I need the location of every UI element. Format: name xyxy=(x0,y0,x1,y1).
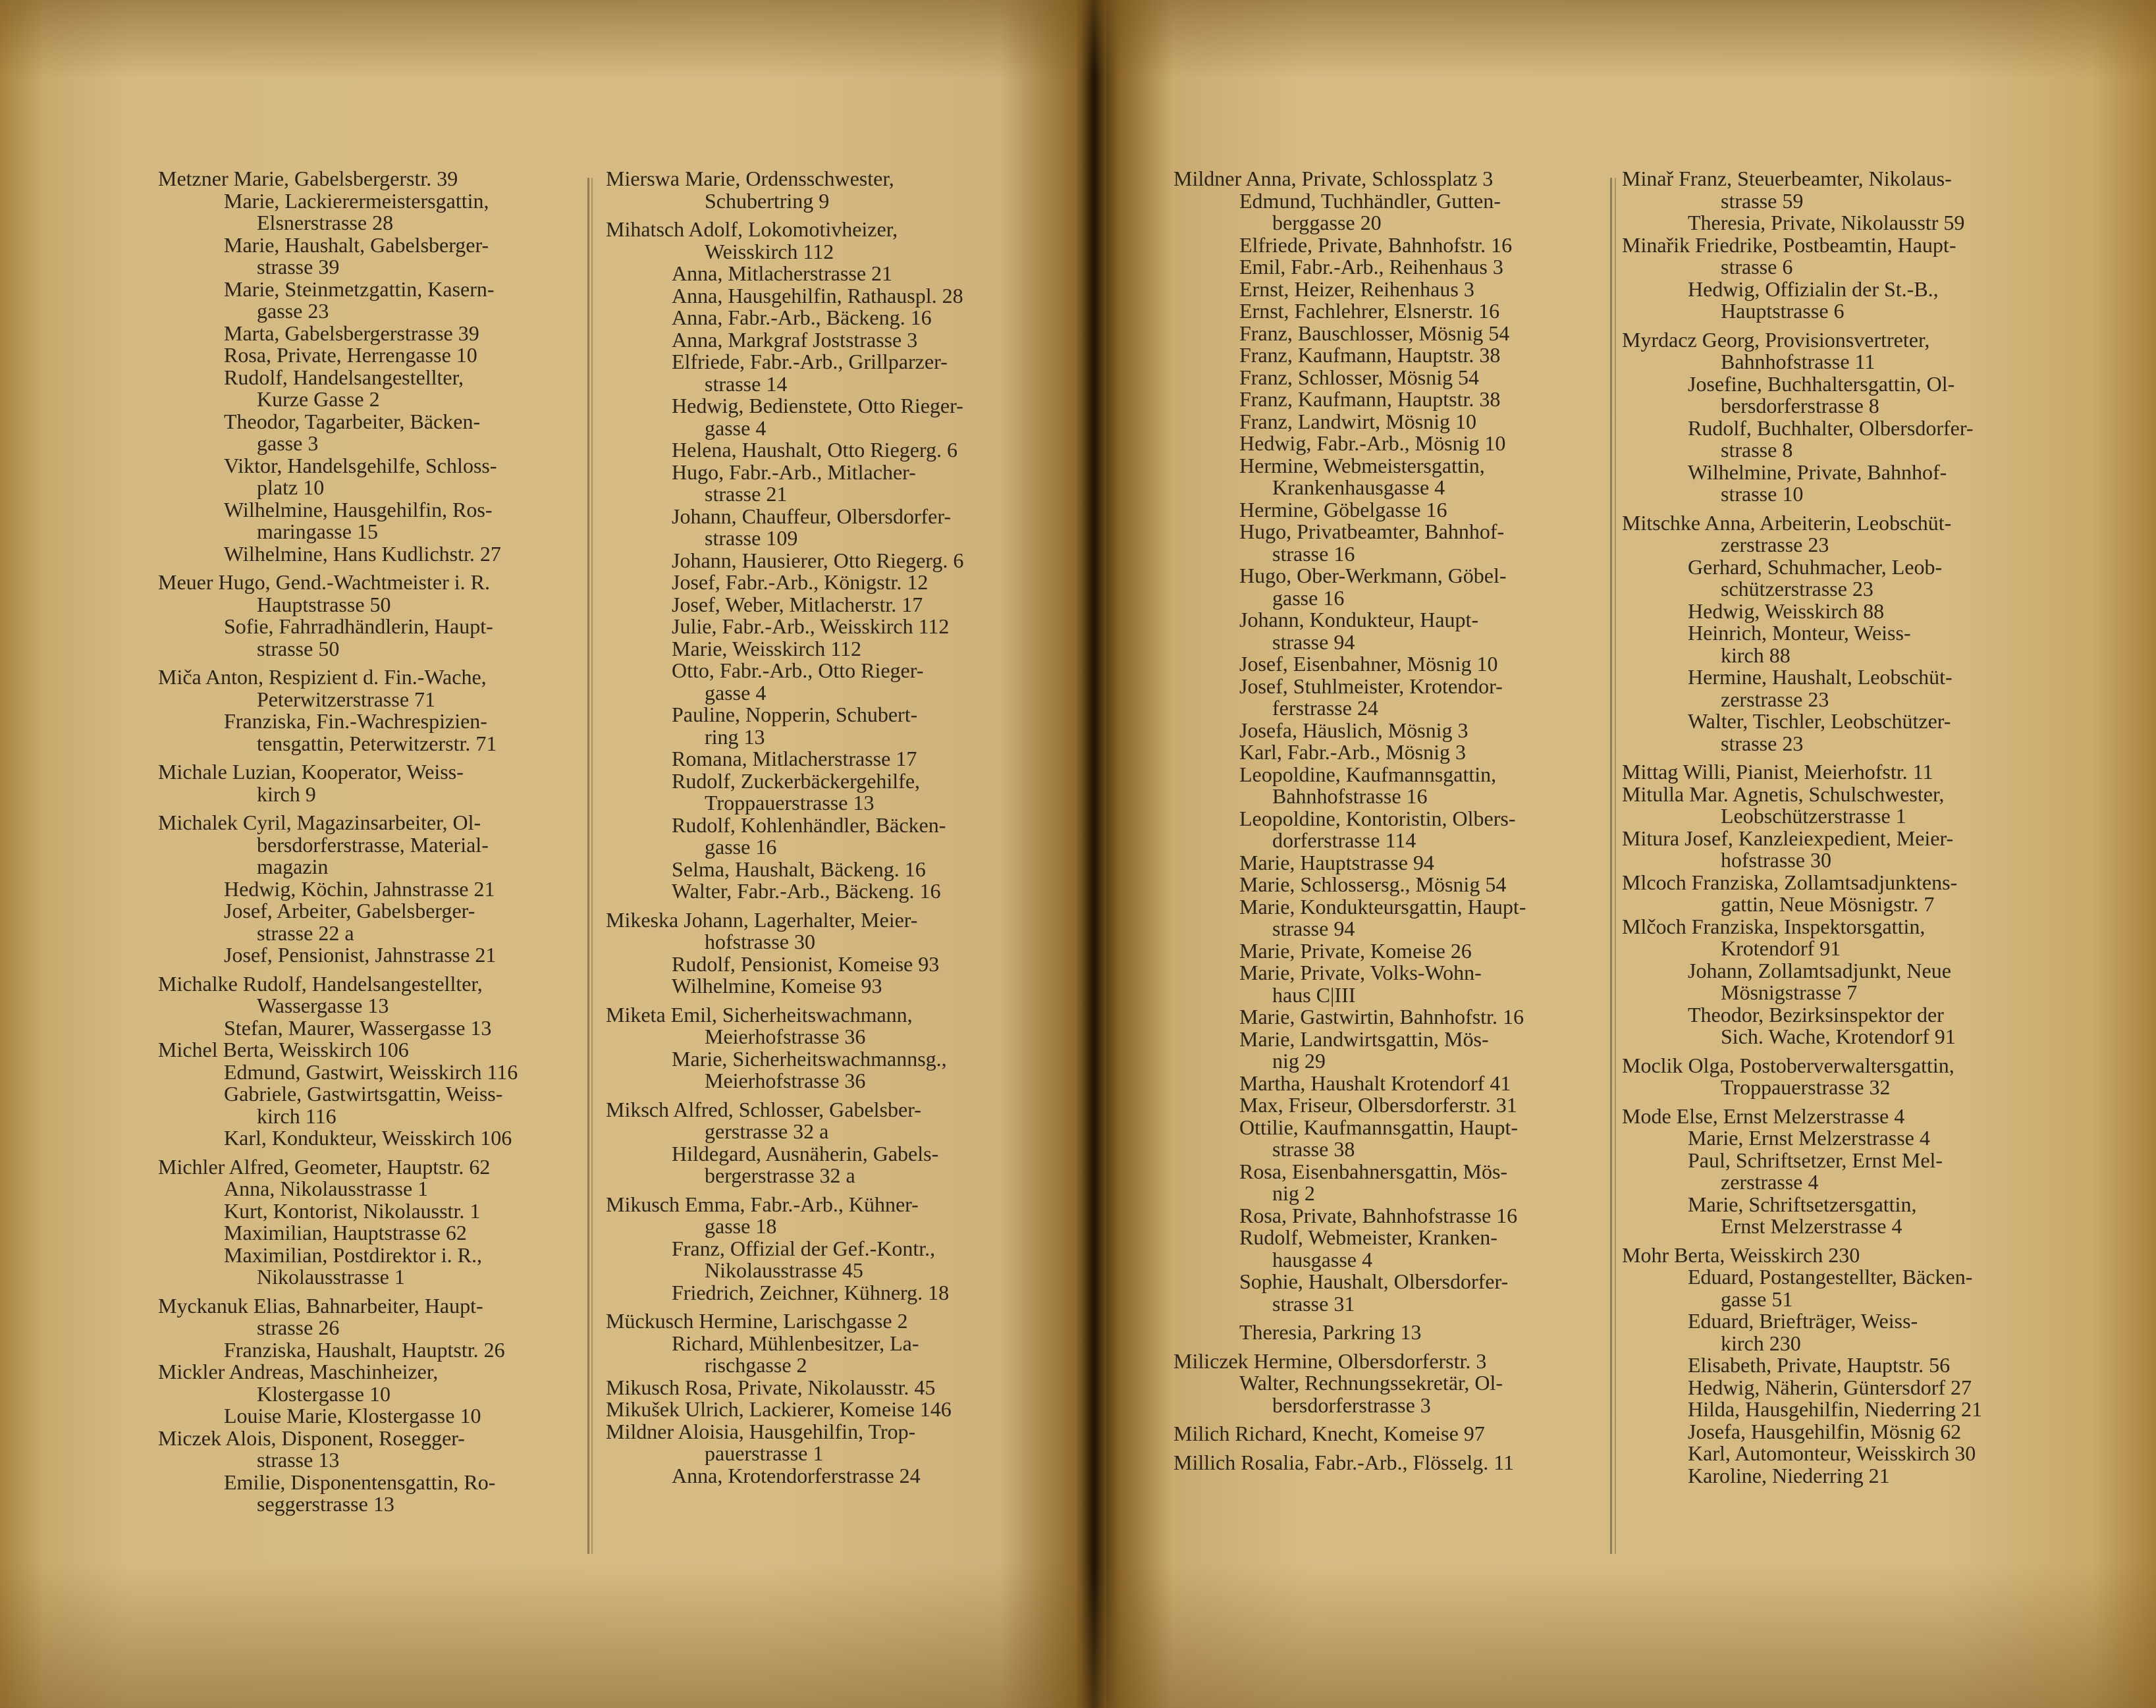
entry-continuation-line: gasse 23 xyxy=(257,299,329,323)
entry-continuation-line: nig 29 xyxy=(1272,1049,1326,1073)
entry-surname-line: Miczek Alois, Disponent, Rosegger- xyxy=(158,1426,465,1450)
entry-sub-line: Marie, Landwirtsgattin, Mös- xyxy=(1239,1027,1489,1051)
entry-sub-line: Heinrich, Monteur, Weiss- xyxy=(1688,621,1911,645)
entry-surname-line: Michale Luzian, Kooperator, Weiss- xyxy=(158,760,464,784)
entry-sub-line: Paul, Schriftsetzer, Ernst Mel- xyxy=(1688,1148,1943,1172)
entry-sub-line: Rosa, Private, Herrengasse 10 xyxy=(224,343,477,367)
entry-continuation-line: ring 13 xyxy=(705,724,765,749)
entry-sub-line: Karl, Automonteur, Weisskirch 30 xyxy=(1688,1441,1976,1465)
entry-continuation-line: strasse 10 xyxy=(1721,482,1804,506)
entry-sub-line: Karl, Kondukteur, Weisskirch 106 xyxy=(224,1126,512,1150)
entry-sub-line: Josef, Stuhlmeister, Krotendor- xyxy=(1239,674,1503,698)
entry-continuation-line: Hauptstrasse 50 xyxy=(257,592,391,616)
entry-continuation-line: Klostergasse 10 xyxy=(257,1381,391,1406)
entry-surname-line: Miksch Alfred, Schlosser, Gabelsber- xyxy=(606,1097,921,1121)
entry-sub-line: Richard, Mühlenbesitzer, La- xyxy=(672,1331,919,1355)
entry-surname-line: Mierswa Marie, Ordensschwester, xyxy=(606,167,894,190)
entry-surname-line: Michel Berta, Weisskirch 106 xyxy=(158,1038,409,1061)
directory-column-1 xyxy=(158,168,518,1516)
entry-continuation-line: Kurze Gasse 2 xyxy=(257,387,380,411)
entry-surname-line: Miliczek Hermine, Olbersdorferstr. 3 xyxy=(1173,1348,1487,1373)
entry-sub-line: Marie, Weisskirch 112 xyxy=(672,636,862,660)
entry-continuation-line: strasse 39 xyxy=(257,255,340,279)
entry-continuation-line: Troppauerstrasse 13 xyxy=(705,791,875,814)
entry-surname-line: Mohr Berta, Weisskirch 230 xyxy=(1622,1242,1860,1267)
entry-surname-line: Metzner Marie, Gabelsbergerstr. 39 xyxy=(158,167,458,190)
entry-surname-line: Mildner Anna, Private, Schlossplatz 3 xyxy=(1173,167,1494,190)
entry-sub-line: Hedwig, Bedienstete, Otto Rieger- xyxy=(672,394,963,417)
entry-sub-line: Wilhelmine, Private, Bahnhof- xyxy=(1688,460,1947,484)
entry-surname-line: Miča Anton, Respizient d. Fin.-Wache, xyxy=(158,665,487,689)
entry-surname-line: Mlcoch Franziska, Zollamtsadjunktens- xyxy=(1622,870,1958,894)
entry-surname-line: Milich Richard, Knecht, Komeise 97 xyxy=(1173,1422,1485,1445)
entry-continuation-line: hofstrasse 30 xyxy=(705,930,815,953)
entry-sub-line: Rudolf, Webmeister, Kranken- xyxy=(1239,1225,1497,1249)
entry-continuation-line: hausgasse 4 xyxy=(1272,1247,1372,1271)
entry-sub-line: Hugo, Fabr.-Arb., Mitlacher- xyxy=(672,460,916,484)
entry-sub-line: Edmund, Gastwirt, Weisskirch 116 xyxy=(224,1059,518,1084)
entry-surname-line: Miketa Emil, Sicherheitswachmann, xyxy=(606,1002,913,1027)
book-spine xyxy=(1080,0,1106,1708)
entry-surname-line: Mückusch Hermine, Larischgasse 2 xyxy=(606,1309,908,1333)
entry-continuation-line: rischgasse 2 xyxy=(705,1353,807,1377)
entry-sub-line: Sophie, Haushalt, Olbersdorfer- xyxy=(1239,1269,1509,1293)
entry-sub-line: Martha, Haushalt Krotendorf 41 xyxy=(1239,1071,1511,1095)
entry-sub-line: Anna, Mitlacherstrasse 21 xyxy=(672,261,893,285)
entry-sub-line: Anna, Hausgehilfin, Rathauspl. 28 xyxy=(672,283,963,307)
entry-sub-line: Ottilie, Kaufmannsgattin, Haupt- xyxy=(1239,1115,1519,1139)
column-rule-left xyxy=(587,178,589,1554)
entry-sub-line: Wilhelmine, Hausgehilfin, Ros- xyxy=(224,497,493,521)
entry-sub-line: Hedwig, Weisskirch 88 xyxy=(1688,599,1885,623)
entry-continuation-line: strasse 14 xyxy=(705,371,788,396)
entry-sub-line: Walter, Fabr.-Arb., Bäckeng. 16 xyxy=(672,879,941,903)
entry-surname-line: Mikusch Emma, Fabr.-Arb., Kühner- xyxy=(606,1192,919,1216)
entry-sub-line: Friedrich, Zeichner, Kühnerg. 18 xyxy=(672,1280,950,1304)
entry-sub-line: Marie, Lackierermeistersgattin, xyxy=(224,188,489,213)
entry-continuation-line: maringasse 15 xyxy=(257,520,378,543)
entry-continuation-line: strasse 38 xyxy=(1272,1137,1355,1161)
entry-sub-line: Johann, Kondukteur, Haupt- xyxy=(1239,608,1479,631)
entry-sub-line: Hedwig, Näherin, Güntersdorf 27 xyxy=(1688,1375,1972,1399)
entry-surname-line: Mickler Andreas, Maschinheizer, xyxy=(158,1360,439,1383)
entry-continuation-line: zerstrasse 23 xyxy=(1721,687,1829,711)
entry-continuation-line: gasse 3 xyxy=(257,431,319,455)
entry-surname-line: Michalke Rudolf, Handelsangestellter, xyxy=(158,971,483,996)
entry-sub-line: Maximilian, Hauptstrasse 62 xyxy=(224,1221,467,1244)
entry-sub-line: Franz, Kaufmann, Hauptstr. 38 xyxy=(1239,387,1501,411)
entry-sub-line: Ernst, Fachlehrer, Elsnerstr. 16 xyxy=(1239,299,1500,323)
entry-sub-line: Rudolf, Buchhalter, Olbersdorfer- xyxy=(1688,415,1974,440)
directory-column-4 xyxy=(1622,168,1982,1487)
entry-continuation-line: Wassergasse 13 xyxy=(257,994,389,1017)
entry-continuation-line: Bahnhofstrasse 16 xyxy=(1272,784,1428,808)
entry-sub-line: Viktor, Handelsgehilfe, Schloss- xyxy=(224,453,497,477)
entry-sub-line: Marie, Steinmetzgattin, Kasern- xyxy=(224,277,495,301)
entry-continuation-line: Bahnhofstrasse 11 xyxy=(1721,350,1875,373)
column-rule-right xyxy=(1610,178,1612,1554)
entry-continuation-line: strasse 6 xyxy=(1721,255,1793,279)
entry-continuation-line: bersdorferstrasse 8 xyxy=(1721,394,1879,417)
entry-sub-line: Rosa, Private, Bahnhofstrasse 16 xyxy=(1239,1203,1518,1227)
entry-sub-line: Anna, Markgraf Joststrasse 3 xyxy=(672,327,918,352)
entry-surname-line: Mikusch Rosa, Private, Nikolausstr. 45 xyxy=(606,1375,936,1399)
entry-sub-line: Marie, Gastwirtin, Bahnhofstr. 16 xyxy=(1239,1005,1524,1028)
entry-sub-line: Hugo, Privatbeamter, Bahnhof- xyxy=(1239,520,1505,543)
entry-sub-line: Wilhelmine, Komeise 93 xyxy=(672,974,882,998)
entry-sub-line: Wilhelmine, Hans Kudlichstr. 27 xyxy=(224,541,501,566)
entry-continuation-line: zerstrasse 4 xyxy=(1721,1170,1819,1194)
entry-surname-line: Michalek Cyril, Magazinsarbeiter, Ol- xyxy=(158,811,481,834)
entry-continuation-line: Ernst Melzerstrasse 4 xyxy=(1721,1214,1902,1238)
entry-surname-line: Michler Alfred, Geometer, Hauptstr. 62 xyxy=(158,1154,491,1179)
entry-sub-line: Julie, Fabr.-Arb., Weisskirch 112 xyxy=(672,614,950,638)
entry-continuation-line: gattin, Neue Mösnigstr. 7 xyxy=(1721,892,1935,916)
entry-surname-line: Mitschke Anna, Arbeiterin, Leobschüt- xyxy=(1622,510,1952,535)
entry-sub-line: Hermine, Webmeistersgattin, xyxy=(1239,453,1485,477)
entry-sub-line: Theresia, Parkring 13 xyxy=(1239,1320,1422,1344)
entry-sub-line: Theodor, Tagarbeiter, Bäcken- xyxy=(224,409,481,433)
entry-sub-line: Theresia, Private, Nikolausstr 59 xyxy=(1688,211,1965,234)
entry-continuation-line: strasse 23 xyxy=(1721,731,1804,755)
entry-sub-line: Marie, Haushalt, Gabelsberger- xyxy=(224,232,489,257)
entry-continuation-line: kirch 88 xyxy=(1721,643,1791,667)
entry-sub-line: Anna, Fabr.-Arb., Bäckeng. 16 xyxy=(672,306,932,329)
entry-sub-line: Eduard, Briefträger, Weiss- xyxy=(1688,1309,1918,1333)
entry-sub-line: Hedwig, Offizialin der St.-B., xyxy=(1688,277,1939,301)
entry-sub-line: Hermine, Haushalt, Leobschüt- xyxy=(1688,665,1953,689)
entry-sub-line: Selma, Haushalt, Bäckeng. 16 xyxy=(672,857,926,881)
entry-continuation-line: gerstrasse 32 a xyxy=(705,1119,829,1143)
entry-continuation-line: seggerstrasse 13 xyxy=(257,1492,394,1516)
entry-surname-line: Myrdacz Georg, Provisionsvertreter, xyxy=(1622,327,1930,352)
entry-continuation-line: bersdorferstrasse, Material- xyxy=(257,832,489,857)
entry-continuation-line: Weisskirch 112 xyxy=(705,239,834,263)
entry-continuation-line: pauerstrasse 1 xyxy=(705,1441,824,1465)
entry-continuation-line: strasse 31 xyxy=(1272,1291,1355,1316)
entry-surname-line: Mittag Willi, Pianist, Meierhofstr. 11 xyxy=(1622,760,1933,784)
entry-continuation-line: schützerstrasse 23 xyxy=(1721,577,1873,600)
entry-continuation-line: berggasse 20 xyxy=(1272,211,1382,234)
entry-sub-line: Hedwig, Köchin, Jahnstrasse 21 xyxy=(224,876,495,901)
entry-surname-line: Meuer Hugo, Gend.-Wachtmeister i. R. xyxy=(158,570,490,594)
entry-sub-line: Elfriede, Fabr.-Arb., Grillparzer- xyxy=(672,350,948,373)
entry-continuation-line: strasse 50 xyxy=(257,636,340,660)
entry-continuation-line: magazin xyxy=(257,855,329,878)
entry-continuation-line: Elsnerstrasse 28 xyxy=(257,211,394,234)
entry-continuation-line: Meierhofstrasse 36 xyxy=(705,1025,866,1048)
entry-continuation-line: kirch 230 xyxy=(1721,1331,1801,1355)
entry-continuation-line: Troppauerstrasse 32 xyxy=(1721,1075,1891,1099)
entry-sub-line: Elfriede, Private, Bahnhofstr. 16 xyxy=(1239,232,1513,257)
entry-sub-line: Helena, Haushalt, Otto Riegerg. 6 xyxy=(672,438,957,462)
entry-sub-line: Edmund, Tuchhändler, Gutten- xyxy=(1239,188,1501,213)
entry-sub-line: Franziska, Haushalt, Hauptstr. 26 xyxy=(224,1337,505,1362)
entry-sub-line: Eduard, Postangestellter, Bäcken- xyxy=(1688,1265,1973,1289)
entry-sub-line: Rudolf, Pensionist, Komeise 93 xyxy=(672,951,940,976)
entry-sub-line: Max, Friseur, Olbersdorferstr. 31 xyxy=(1239,1093,1517,1117)
entry-sub-line: Leopoldine, Kaufmannsgattin, xyxy=(1239,762,1497,786)
entry-sub-line: Leopoldine, Kontoristin, Olbers- xyxy=(1239,806,1516,830)
entry-continuation-line: Leobschützerstrasse 1 xyxy=(1721,804,1906,828)
entry-sub-line: Johann, Zollamtsadjunkt, Neue xyxy=(1688,958,1951,982)
entry-surname-line: Mlčoch Franziska, Inspektorsgattin, xyxy=(1622,914,1926,938)
entry-sub-line: Karoline, Niederring 21 xyxy=(1688,1463,1890,1487)
entry-sub-line: Marie, Ernst Melzerstrasse 4 xyxy=(1688,1126,1930,1150)
entry-sub-line: Walter, Rechnungssekretär, Ol- xyxy=(1239,1371,1503,1395)
entry-continuation-line: Nikolausstrasse 45 xyxy=(705,1258,863,1282)
entry-continuation-line: strasse 94 xyxy=(1272,917,1355,940)
entry-sub-line: Marie, Schlossersg., Mösnig 54 xyxy=(1239,872,1507,896)
entry-sub-line: Josef, Eisenbahner, Mösnig 10 xyxy=(1239,652,1498,676)
entry-continuation-line: Peterwitzerstrasse 71 xyxy=(257,687,436,711)
entry-sub-line: Franz, Schlosser, Mösnig 54 xyxy=(1239,365,1480,389)
entry-sub-line: Josef, Arbeiter, Gabelsberger- xyxy=(224,899,475,922)
entry-sub-line: Louise Marie, Klostergasse 10 xyxy=(224,1404,481,1428)
entry-continuation-line: Schubertring 9 xyxy=(705,188,830,213)
entry-sub-line: Franz, Bauschlosser, Mösnig 54 xyxy=(1239,321,1510,345)
entry-continuation-line: gasse 51 xyxy=(1721,1287,1793,1311)
entry-surname-line: Mildner Aloisia, Hausgehilfin, Trop- xyxy=(606,1419,916,1443)
entry-sub-line: Josefine, Buchhaltersgattin, Ol- xyxy=(1688,371,1955,396)
entry-sub-line: Emil, Fabr.-Arb., Reihenhaus 3 xyxy=(1239,255,1503,279)
entry-continuation-line: platz 10 xyxy=(257,475,325,499)
entry-continuation-line: nig 2 xyxy=(1272,1181,1315,1205)
entry-sub-line: Ernst, Heizer, Reihenhaus 3 xyxy=(1239,277,1474,301)
entry-continuation-line: strasse 16 xyxy=(1272,541,1355,566)
entry-continuation-line: Krotendorf 91 xyxy=(1721,936,1841,960)
entry-continuation-line: strasse 94 xyxy=(1272,629,1355,654)
entry-continuation-line: gasse 4 xyxy=(705,415,767,440)
entry-continuation-line: kirch 9 xyxy=(257,782,316,806)
entry-sub-line: Josefa, Hausgehilfin, Mösnig 62 xyxy=(1688,1419,1962,1443)
entry-sub-line: Stefan, Maurer, Wassergasse 13 xyxy=(224,1015,492,1040)
entry-sub-line: Theodor, Bezirksinspektor der xyxy=(1688,1002,1944,1027)
entry-sub-line: Pauline, Nopperin, Schubert- xyxy=(672,703,918,726)
entry-sub-line: Franziska, Fin.-Wachrespizien- xyxy=(224,709,487,733)
entry-continuation-line: strasse 59 xyxy=(1721,188,1804,213)
entry-continuation-line: strasse 109 xyxy=(705,526,798,550)
entry-continuation-line: strasse 26 xyxy=(257,1316,340,1339)
entry-continuation-line: gasse 16 xyxy=(1272,585,1345,610)
column-rule-right-double xyxy=(1615,178,1616,1554)
entry-continuation-line: bergerstrasse 32 a xyxy=(705,1163,855,1187)
entry-sub-line: Hildegard, Ausnäherin, Gabels- xyxy=(672,1141,939,1165)
entry-surname-line: Myckanuk Elias, Bahnarbeiter, Haupt- xyxy=(158,1293,483,1318)
column-rule-left-double xyxy=(591,178,593,1554)
entry-sub-line: Otto, Fabr.-Arb., Otto Rieger- xyxy=(672,658,924,682)
entry-continuation-line: strasse 21 xyxy=(705,482,788,506)
entry-surname-line: Millich Rosalia, Fabr.-Arb., Flösselg. 11 xyxy=(1173,1450,1515,1474)
entry-continuation-line: dorferstrasse 114 xyxy=(1272,828,1416,852)
entry-sub-line: Marie, Private, Volks-Wohn- xyxy=(1239,961,1482,984)
entry-sub-line: Karl, Fabr.-Arb., Mösnig 3 xyxy=(1239,740,1466,764)
entry-continuation-line: Sich. Wache, Krotendorf 91 xyxy=(1721,1025,1956,1048)
entry-sub-line: Rudolf, Kohlenhändler, Bäcken- xyxy=(672,813,946,837)
entry-sub-line: Josefa, Häuslich, Mösnig 3 xyxy=(1239,718,1469,742)
entry-surname-line: Moclik Olga, Postoberverwaltersgattin, xyxy=(1622,1053,1954,1077)
directory-column-2 xyxy=(606,168,963,1487)
entry-sub-line: Hedwig, Fabr.-Arb., Mösnig 10 xyxy=(1239,431,1506,455)
entry-sub-line: Franz, Landwirt, Mösnig 10 xyxy=(1239,409,1476,433)
entry-continuation-line: Hauptstrasse 6 xyxy=(1721,299,1845,323)
entry-sub-line: Marie, Private, Komeise 26 xyxy=(1239,938,1472,963)
entry-sub-line: Josef, Pensionist, Jahnstrasse 21 xyxy=(224,943,497,967)
entry-continuation-line: ferstrasse 24 xyxy=(1272,696,1378,720)
entry-sub-line: Romana, Mitlacherstrasse 17 xyxy=(672,747,917,770)
entry-surname-line: Mihatsch Adolf, Lokomotivheizer, xyxy=(606,217,898,241)
entry-continuation-line: Meierhofstrasse 36 xyxy=(705,1069,866,1092)
entry-sub-line: Rudolf, Handelsangestellter, xyxy=(224,365,464,389)
entry-sub-line: Hermine, Göbelgasse 16 xyxy=(1239,497,1447,521)
entry-continuation-line: Mösnigstrasse 7 xyxy=(1721,980,1858,1004)
entry-sub-line: Anna, Nikolausstrasse 1 xyxy=(224,1177,429,1200)
entry-surname-line: Minař Franz, Steuerbeamter, Nikolaus- xyxy=(1622,167,1952,190)
entry-sub-line: Marta, Gabelsbergerstrasse 39 xyxy=(224,321,479,345)
entry-continuation-line: bersdorferstrasse 3 xyxy=(1272,1393,1431,1417)
entry-sub-line: Rosa, Eisenbahnersgattin, Mös- xyxy=(1239,1159,1508,1183)
entry-continuation-line: strasse 13 xyxy=(257,1448,340,1472)
entry-sub-line: Marie, Kondukteursgattin, Haupt- xyxy=(1239,894,1526,919)
entry-continuation-line: hofstrasse 30 xyxy=(1721,848,1831,872)
entry-continuation-line: gasse 4 xyxy=(705,680,767,705)
entry-continuation-line: haus C|III xyxy=(1272,982,1356,1007)
directory-column-3 xyxy=(1173,168,1526,1474)
entry-sub-line: Elisabeth, Private, Hauptstr. 56 xyxy=(1688,1353,1951,1377)
entry-continuation-line: gasse 16 xyxy=(705,835,777,859)
entry-continuation-line: zerstrasse 23 xyxy=(1721,533,1829,556)
entry-sub-line: Rudolf, Zuckerbäckergehilfe, xyxy=(672,768,921,793)
entry-sub-line: Marie, Schriftsetzersgattin, xyxy=(1688,1192,1917,1216)
entry-continuation-line: strasse 22 a xyxy=(257,921,354,945)
entry-sub-line: Gerhard, Schuhmacher, Leob- xyxy=(1688,554,1943,579)
entry-sub-line: Johann, Hausierer, Otto Riegerg. 6 xyxy=(672,548,964,572)
entry-sub-line: Maximilian, Postdirektor i. R., xyxy=(224,1242,482,1267)
entry-sub-line: Josef, Fabr.-Arb., Königstr. 12 xyxy=(672,570,929,594)
entry-sub-line: Emilie, Disponentensgattin, Ro- xyxy=(224,1470,496,1494)
entry-surname-line: Mode Else, Ernst Melzerstrasse 4 xyxy=(1622,1104,1905,1128)
entry-surname-line: Mikeska Johann, Lagerhalter, Meier- xyxy=(606,907,918,932)
entry-surname-line: Mitulla Mar. Agnetis, Schulschwester, xyxy=(1622,782,1945,806)
entry-sub-line: Anna, Krotendorferstrasse 24 xyxy=(672,1463,921,1487)
entry-surname-line: Minařik Friedrike, Postbeamtin, Haupt- xyxy=(1622,232,1956,257)
entry-sub-line: Franz, Kaufmann, Hauptstr. 38 xyxy=(1239,343,1501,367)
entry-sub-line: Franz, Offizial der Gef.-Kontr., xyxy=(672,1236,936,1260)
entry-continuation-line: strasse 8 xyxy=(1721,438,1793,462)
entry-sub-line: Johann, Chauffeur, Olbersdorfer- xyxy=(672,504,952,528)
entry-sub-line: Marie, Hauptstrasse 94 xyxy=(1239,850,1434,874)
entry-sub-line: Hilda, Hausgehilfin, Niederring 21 xyxy=(1688,1397,1982,1421)
entry-surname-line: Mikušek Ulrich, Lackierer, Komeise 146 xyxy=(606,1397,952,1421)
entry-sub-line: Walter, Tischler, Leobschützer- xyxy=(1688,709,1951,733)
entry-continuation-line: gasse 18 xyxy=(705,1214,777,1238)
entry-sub-line: Hugo, Ober-Werkmann, Göbel- xyxy=(1239,564,1507,587)
entry-sub-line: Marie, Sicherheitswachmannsg., xyxy=(672,1046,947,1071)
entry-continuation-line: Krankenhausgasse 4 xyxy=(1272,475,1445,499)
entry-continuation-line: kirch 116 xyxy=(257,1104,337,1128)
entry-continuation-line: tensgattin, Peterwitzerstr. 71 xyxy=(257,731,497,755)
entry-surname-line: Mitura Josef, Kanzleiexpedient, Meier- xyxy=(1622,826,1954,850)
entry-sub-line: Kurt, Kontorist, Nikolausstr. 1 xyxy=(224,1198,481,1223)
entry-sub-line: Gabriele, Gastwirtsgattin, Weiss- xyxy=(224,1082,503,1106)
entry-continuation-line: Nikolausstrasse 1 xyxy=(257,1265,405,1289)
entry-sub-line: Josef, Weber, Mitlacherstr. 17 xyxy=(672,592,923,616)
entry-sub-line: Sofie, Fahrradhändlerin, Haupt- xyxy=(224,614,493,638)
